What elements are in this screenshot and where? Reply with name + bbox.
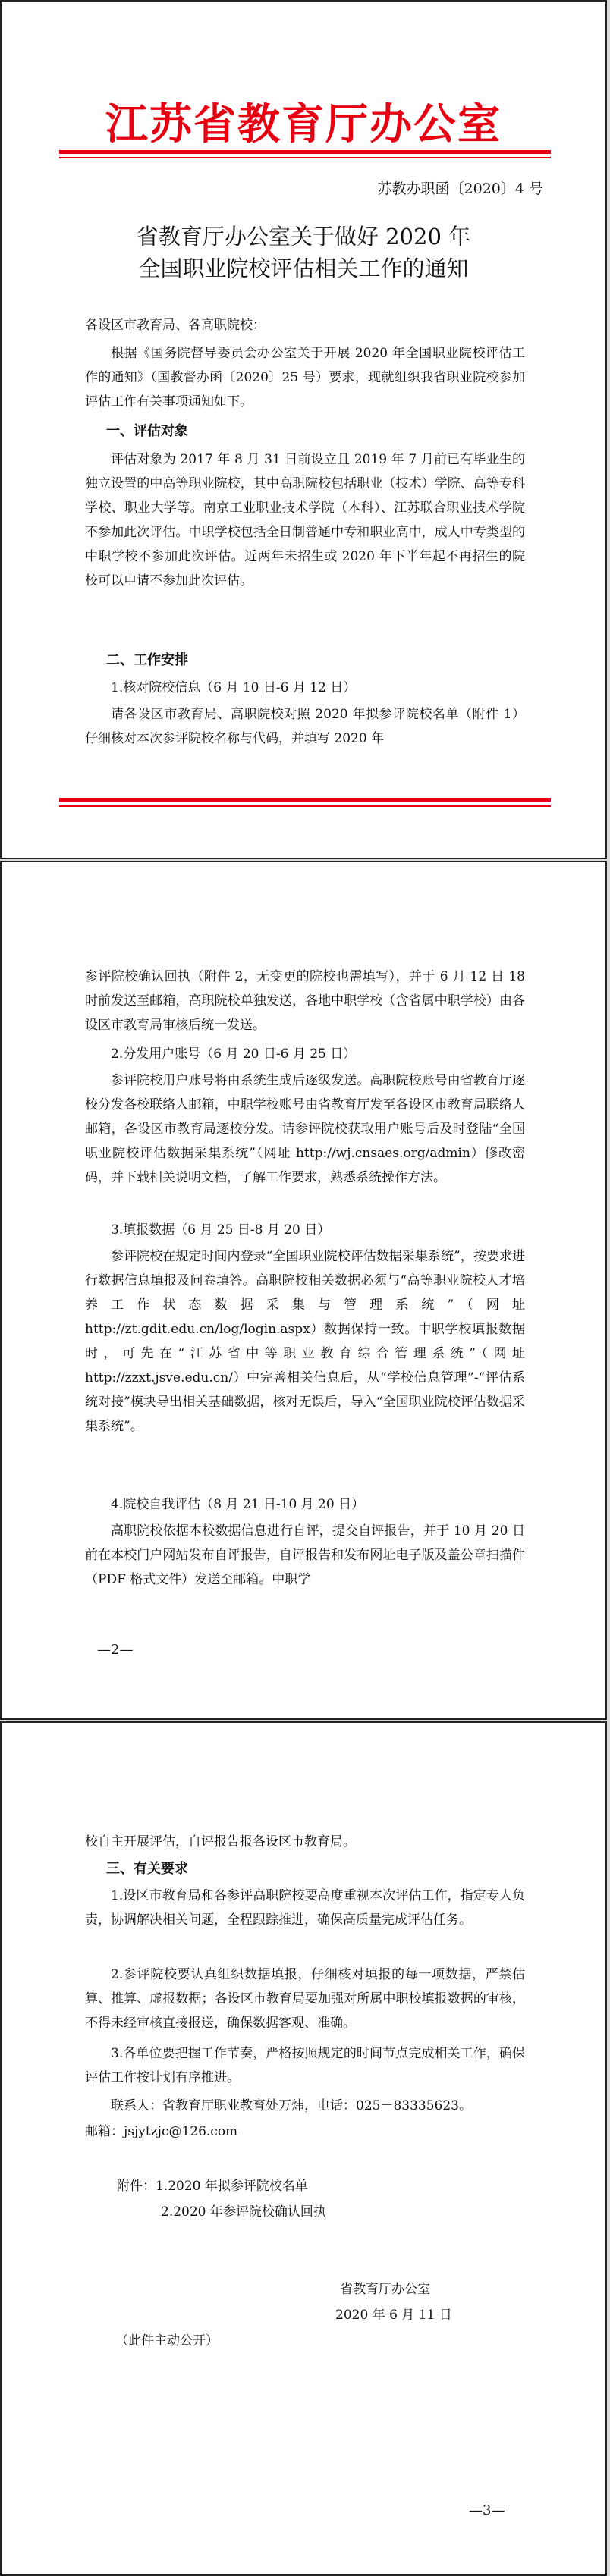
section-1-heading: 一、评估对象 [106, 423, 188, 439]
signing-organization: 省教育厅办公室 [340, 2282, 430, 2297]
issuer-red-title: 江苏省教育厅办公室 [105, 100, 502, 149]
document-title-line-2: 全国职业院校评估相关工作的通知 [138, 256, 469, 281]
contact-person: 联系人：省教育厅职业教育处万炜，电话：025－83335623。 [111, 2098, 472, 2113]
section-2-heading: 二、工作安排 [106, 652, 188, 668]
requirement-3: 3.各单位要把握工作节奏，严格按照规定的时间节点完成相关工作，确保评估工作按计划有序推进。 [85, 2046, 525, 2085]
attachment-2: 2.2020 年参评院校确认回执 [161, 2204, 326, 2220]
item-3-heading: 3.填报数据（6 月 25 日-8 月 20 日） [111, 1222, 331, 1238]
page-3 [0, 1721, 607, 2576]
page-number: —3— [469, 2502, 505, 2518]
page-1 [0, 0, 607, 859]
requirement-2: 2.参评院校要认真组织数据填报，仔细核对填报的每一项数据，严禁估算、推算、虚报数据；各设区市教育局要加强对所属中职校填报数据的审核，不得未经审核直接报送，确保数据客观、准确。 [85, 1967, 525, 2031]
section-1-paragraph: 评估对象为 2017 年 8 月 31 日前设立且 2019 年 7 月前已有毕业生的独立设置的中高等职业院校，其中高职院校包括职业（技术）学院、高等专科学校、职业大学等。南京工业职业技术学院（本科）、江苏联合职业技术学院不参加此次评估。中职学校包括全日制普通中专和职业高中，成人中专类型的中职学校不参加此次评估。近两年未招生或 2020 年下半年起不再招生的院校可以申请不参加此次评估。 [85, 452, 525, 588]
item-2-paragraph: 参评院校用户账号将由系统生成后逐级发送。高职院校账号由省教育厅逐校分发各校联络人邮箱，中职学校账号由省教育厅发至各设区市教育局联络人邮箱，各设区市教育局逐校分发。请参评院校获取用户账号后及时登陆“全国职业院校评估数据采集系统”（网址 http://wj.cnsaes.org/admin）修改密码，并下载相关说明文档，了解工作要求，熟悉系统操作方法。 [85, 1073, 525, 1185]
header-red-rule-thick [59, 150, 551, 154]
disclosure-note: （此件主动公开） [115, 2333, 219, 2349]
page-number: —2— [97, 1642, 134, 1658]
attachment-1: 附件：1.2020 年拟参评院校名单 [117, 2179, 308, 2194]
salutation: 各设区市教育局、各高职院校： [85, 318, 266, 333]
item-3-paragraph: 参评院校在规定时间内登录“全国职业院校评估数据采集系统”，按要求进行数据信息填报及问卷填答。高职院校相关数据必须与“高等职业院校人才培养工作状态数据采集与管理系统”（网址 http://zt.gdit.edu.cn/log/login.aspx）数据保持一致。中职学校填报数据时，可先在“江苏省中等职业教育综合管理系统”（网址 http://zzxt.jsve.edu.cn/）中完善相关信息后，从“学校信息管理”-“评估系统对接”模块导出相关基础数据，核对无误后，导入“全国职业院校评估数据采集系统”。 [85, 1249, 525, 1434]
contact-email: 邮箱：jsjytzjc@126.com [85, 2124, 238, 2139]
item-1-heading: 1.核对院校信息（6 月 10 日-6 月 12 日） [111, 680, 357, 695]
intro-paragraph: 根据《国务院督导委员会办公室关于开展 2020 年全国职业院校评估工作的通知》（国教督办函〔2020〕25 号）要求，现就组织我省职业院校参加评估工作有关事项通知如下。 [85, 346, 525, 409]
item-4-paragraph: 高职院校依据本校数据信息进行自评，提交自评报告，并于 10 月 20 日前在本校门户网站发布自评报告，自评报告和发布网址电子版及盖公章扫描件（PDF 格式文件）发送至邮箱。中职学 [85, 1523, 525, 1587]
document-number: 苏教办职函〔2020〕4 号 [377, 180, 543, 197]
document-title-line-1: 省教育厅办公室关于做好 2020 年 [136, 224, 471, 249]
header-red-rule-thin [59, 157, 551, 158]
footer-red-rule-thick [59, 798, 551, 802]
footer-red-rule-thin [59, 805, 551, 807]
requirement-1: 1.设区市教育局和各参评高职院校要高度重视本次评估工作，指定专人负责，协调解决相关问题，全程跟踪推进，确保高质量完成评估任务。 [85, 1888, 525, 1928]
continued-paragraph: 校自主开展评估，自评报告报各设区市教育局。 [85, 1834, 356, 1850]
section-3-heading: 三、有关要求 [106, 1861, 188, 1877]
page-2 [0, 861, 607, 1720]
item-1-paragraph: 请各设区市教育局、高职院校对照 2020 年拟参评院校名单（附件 1）仔细核对本次参评院校名称与代码，并填写 2020 年 [85, 707, 525, 746]
item-4-heading: 4.院校自我评估（8 月 21 日-10 月 20 日） [111, 1497, 365, 1512]
continued-paragraph: 参评院校确认回执（附件 2，无变更的院校也需填写），并于 6 月 12 日 18 时前发送至邮箱，高职院校单独发送，各地中职学校（含省属中职学校）由各设区市教育局审核后统一发送。 [85, 969, 525, 1033]
item-2-heading: 2.分发用户账号（6 月 20 日-6 月 25 日） [111, 1046, 357, 1062]
signing-date: 2020 年 6 月 11 日 [335, 2308, 452, 2323]
